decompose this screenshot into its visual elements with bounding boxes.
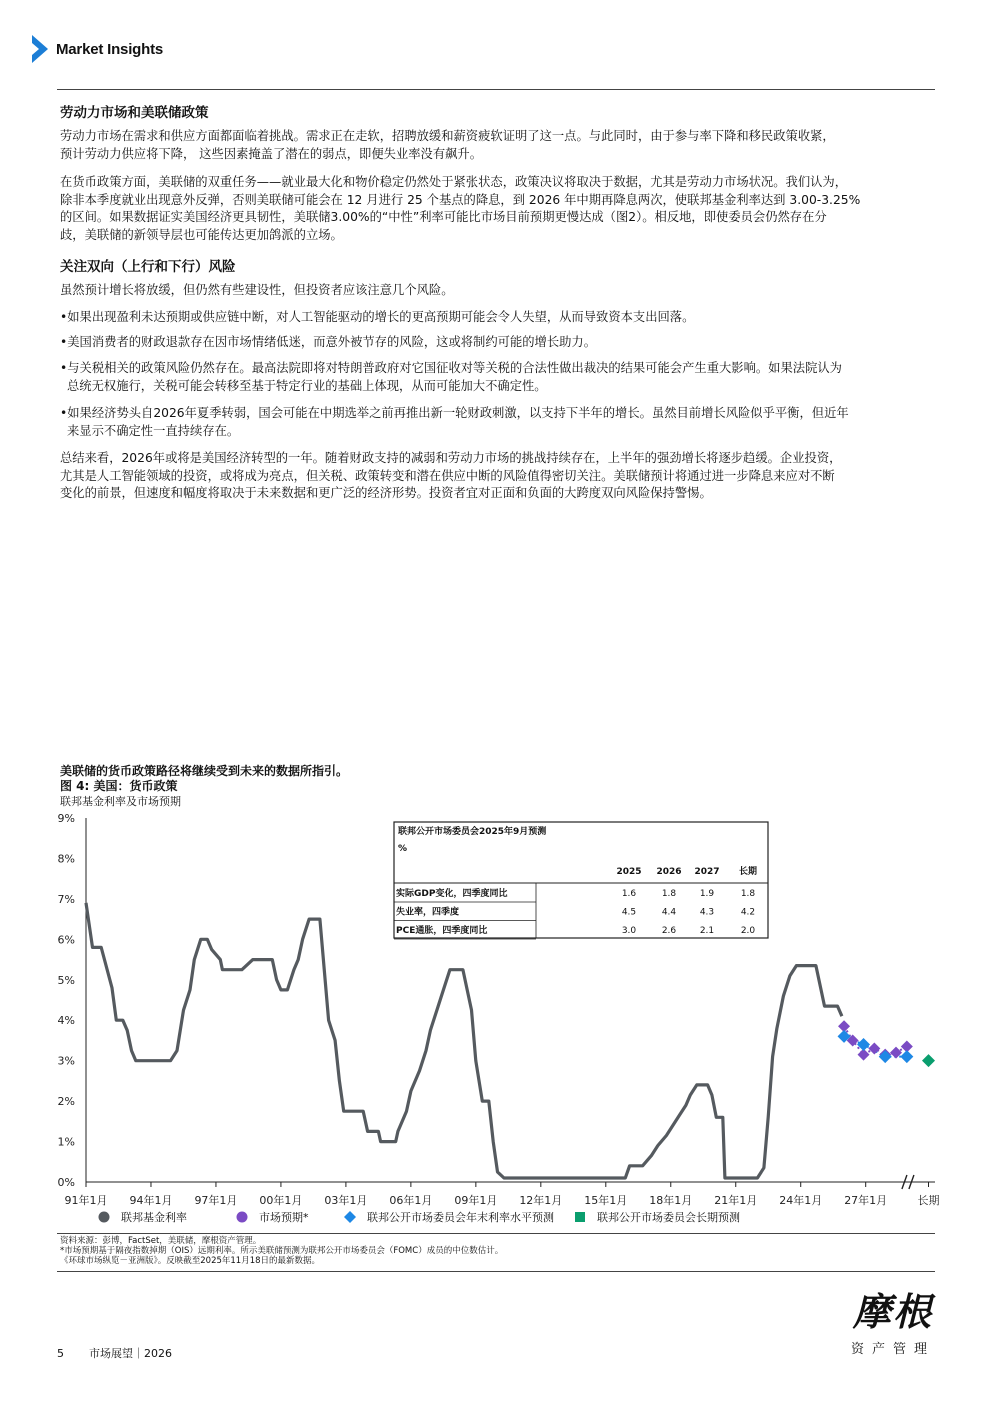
projection-table-col-header: 2026: [656, 867, 682, 877]
legend-swatch: [237, 1212, 248, 1223]
x-tick-label: 97年1月: [194, 1194, 238, 1207]
projection-table-cell: 1.9: [699, 889, 715, 899]
doc-title: 市场展望｜2026: [89, 1347, 172, 1360]
x-tick-label: 06年1月: [389, 1194, 433, 1207]
projection-table-row-label: 失业率，四季度: [396, 907, 460, 918]
jpmorgan-logo: [848, 1290, 938, 1357]
text-line: 变化的前景，但速度和幅度将取决于未来数据和更广泛的经济形势。投资者宜对正面和负面的大跨度双向风险保持警惕。: [60, 486, 712, 500]
footer: [57, 1345, 172, 1361]
bullet-consumer: •美国消费者的财政退款存在因市场情绪低迷，而意外被节存的风险，这或将制约可能的增长助力。: [60, 335, 597, 349]
market-expectation-point: [868, 1043, 880, 1055]
projection-table-cell: 4.5: [621, 907, 637, 918]
figure-rule: [57, 1233, 935, 1234]
figure-title: 图 4: 美国：货币政策: [60, 779, 178, 793]
legend-swatch: [575, 1212, 585, 1222]
legend-swatch: [344, 1211, 356, 1223]
text-line: 劳动力市场在需求和供应方面都面临着挑战。需求正在走软，招聘放缓和薪资疲软证明了这一点。与此同时，由于参与率下降和移民政策收紧，: [60, 129, 835, 143]
projection-table-cell: 3.0: [621, 926, 637, 936]
projection-table-cell: 4.2: [740, 907, 756, 918]
projection-table-cell: 2.6: [661, 926, 677, 936]
legend-label: 联邦基金利率: [121, 1211, 187, 1224]
x-tick-label: 91年1月: [64, 1194, 108, 1207]
footer-rule: [57, 1271, 935, 1272]
text-line: 总统无权施行，关税可能会转移至基于特定行业的基础上体现，从而可能加大不确定性。: [67, 378, 547, 393]
text-line: 除非本季度就业出现意外反弹，否则美联储可能会在 12 月进行 25 个基点的降息，到 2026 年中期再降息两次，使联邦基金利率达到 3.00-3.25%: [60, 192, 861, 207]
source-line: 资料来源：彭博，FactSet，美联储，摩根资产管理。: [60, 1236, 262, 1246]
text-line: 预计劳动力供应将下降， 这些因素掩盖了潜在的弱点，即便失业率没有飙升。: [60, 146, 483, 161]
series-fed-funds-line: [86, 903, 842, 1178]
section-title-risks: 关注双向（上行和下行）风险: [60, 259, 236, 275]
y-tick-label: 3%: [57, 1054, 75, 1068]
x-tick-label: 03年1月: [324, 1194, 368, 1207]
fomc-projection-point: [900, 1050, 913, 1063]
text-line: 总结来看，2026年或将是美国经济转型的一年。随着财政支持的减弱和劳动力市场的挑战持续存在，上半年的强劲增长将逐步趋缓。企业投资，: [60, 451, 842, 465]
x-tick-label: 15年1月: [584, 1194, 628, 1207]
x-tick-label: 12年1月: [519, 1194, 563, 1207]
text-line: 来显示不确定性一直持续存在。: [67, 423, 240, 438]
logo-sub-text: 资产管理: [850, 1342, 935, 1357]
legend-swatch: [99, 1212, 110, 1223]
brand-name: Market Insights: [56, 40, 164, 58]
x-tick-label: 09年1月: [454, 1194, 498, 1207]
y-tick-label: 1%: [57, 1135, 75, 1149]
source-line: 《环球市场纵览－亚洲版》。反映截至2025年11月18日的最新数据。: [60, 1256, 321, 1266]
x-tick-label: 94年1月: [129, 1194, 173, 1207]
y-tick-label: 5%: [57, 973, 75, 987]
x-tick-label: 18年1月: [649, 1194, 693, 1207]
text-line: 歧，美联储的新领导层也可能传达更加鸽派的立场。: [60, 227, 343, 242]
text-line: •如果经济势头自2026年夏季转弱，国会可能在中期选举之前再推出新一轮财政刺激，以支持下半年的增长。虽然目前增长风险似乎平衡，但近年: [60, 406, 849, 420]
projection-table-row-label: 实际GDP变化，四季度同比: [396, 889, 508, 899]
y-tick-label: 8%: [57, 852, 75, 866]
section-title-labor: 劳动力市场和美联储政策: [60, 105, 209, 121]
projection-table-unit: %: [398, 844, 408, 854]
text-line: •与关税相关的政策风险仍然存在。最高法院即将对特朗普政府对它国征收对等关税的合法性做出裁决的结果可能会产生重大影响。如果法院认为: [60, 361, 842, 375]
legend-label: 市场预期*: [259, 1211, 309, 1224]
legend-label: 联邦公开市场委员会长期预测: [597, 1211, 740, 1224]
figure-headline: 美联储的货币政策路径将继续受到未来的数据所指引。: [60, 764, 349, 778]
y-tick-label: 2%: [57, 1095, 75, 1109]
projection-table-col-header: 2025: [616, 867, 642, 877]
projection-table-col-header: 2027: [694, 867, 720, 877]
logo-main-text: 摩根: [852, 1289, 933, 1334]
fomc-projection-point: [857, 1038, 870, 1051]
x-tick-label: 21年1月: [714, 1194, 758, 1207]
fomc-projection-point: [879, 1050, 892, 1063]
page-number: 5: [57, 1347, 64, 1360]
y-tick-label: 7%: [57, 892, 75, 906]
y-tick-label: 4%: [57, 1014, 75, 1028]
y-tick-label: 6%: [57, 933, 75, 947]
paragraph-risks-intro: 虽然预计增长将放缓，但仍然有些建设性，但投资者应该注意几个风险。: [60, 283, 454, 297]
y-tick-label: 0%: [57, 1176, 75, 1189]
legend-label: 联邦公开市场委员会年末利率水平预测: [367, 1211, 554, 1224]
y-tick-label: 9%: [57, 812, 75, 825]
source-line: *市场预期基于隔夜指数掉期（OIS）远期利率。所示美联储预测为联邦公开市场委员会（FOMC）成员的中位数估计。: [60, 1246, 504, 1256]
projection-table-cell: 1.6: [621, 889, 637, 899]
x-tick-label: 00年1月: [259, 1194, 303, 1207]
x-tick-label: 24年1月: [779, 1194, 823, 1207]
sources: [60, 1236, 503, 1266]
x-tick-label: 长期: [917, 1194, 940, 1207]
projection-table-row-label: PCE通胀，四季度同比: [396, 926, 488, 936]
projection-table-cell: 4.4: [661, 907, 677, 918]
projection-table-cell: 4.3: [699, 907, 715, 918]
projection-table-col-header: 长期: [738, 867, 758, 877]
fomc-long-run-point: [922, 1054, 935, 1067]
projection-table-title: 联邦公开市场委员会2025年9月预测: [398, 827, 547, 837]
text-line: 的区间。如果数据证实美国经济更具韧性，美联储3.00%的“中性”利率可能比市场目前预期更慢达成（图2）。相反地，即使委员会仍然存在分: [60, 210, 827, 224]
projection-table-cell: 1.8: [661, 889, 677, 899]
text-line: 在货币政策方面，美联储的双重任务——就业最大化和物价稳定仍然处于紧张状态，政策决议将取决于数据，尤其是劳动力市场状况。我们认为，: [60, 175, 848, 189]
bullet-ai: •如果出现盈利未达预期或供应链中断，对人工智能驱动的增长的更高预期可能会令人失望，从而导致资本支出回落。: [60, 310, 695, 324]
figure-subtitle: 联邦基金利率及市场预期: [60, 795, 181, 808]
x-tick-label: 27年1月: [844, 1194, 888, 1207]
text-line: 尤其是人工智能领域的投资，或将成为亮点，但关税、政策转变和潜在供应中断的风险值得密切关注。美联储预计将通过进一步降息来应对不断: [60, 468, 835, 483]
projection-table-cell: 2.0: [740, 926, 756, 936]
projection-table-cell: 1.8: [740, 889, 756, 899]
projection-table-cell: 2.1: [699, 926, 715, 936]
